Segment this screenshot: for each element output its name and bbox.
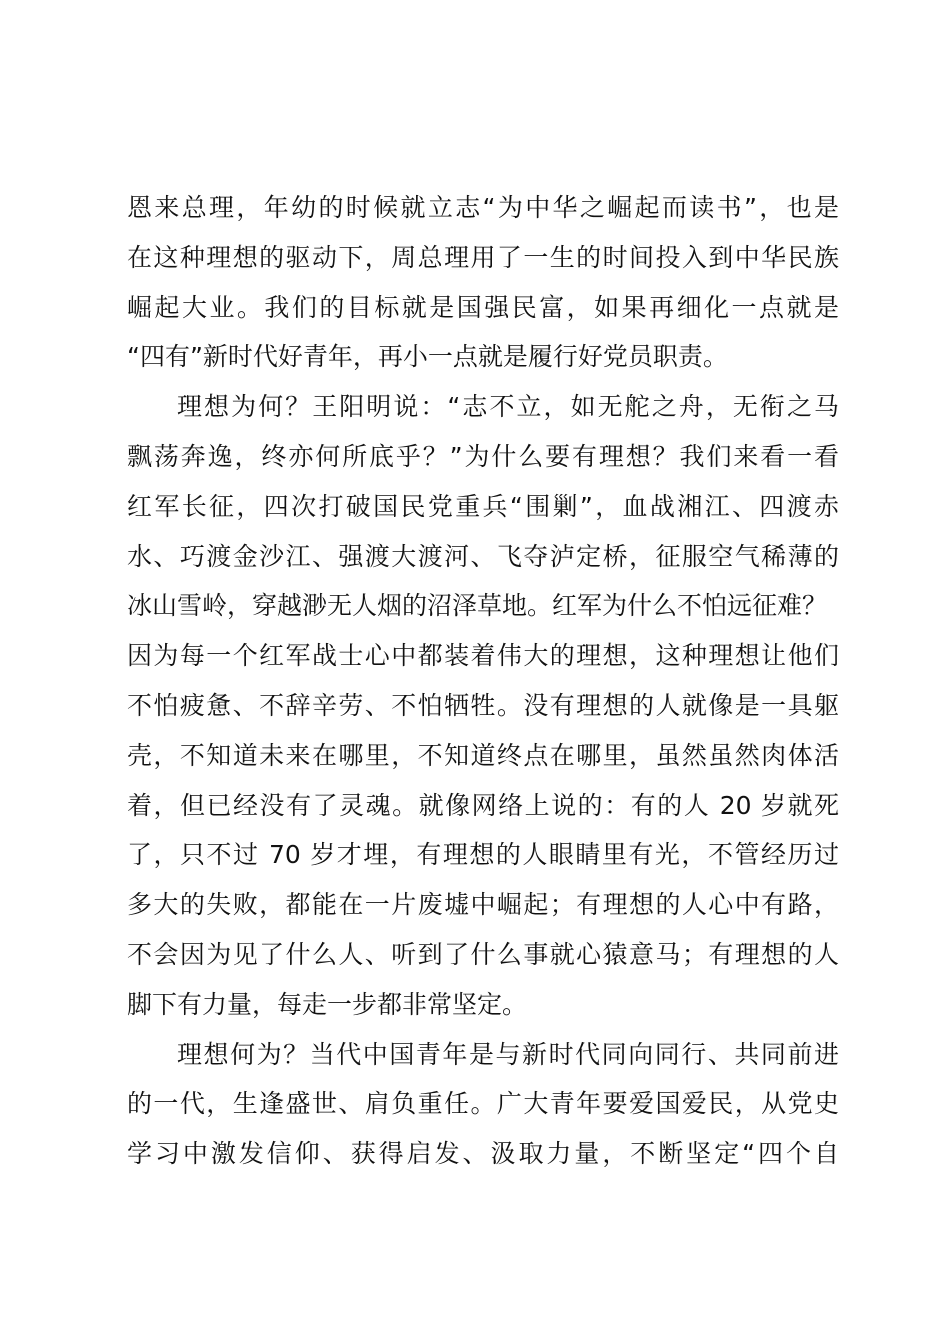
text-line: 不会因为见了什么人、听到了什么事就心猿意马；有理想的人 [127, 939, 839, 969]
document-body [127, 183, 839, 1179]
text-line: 的一代，生逢盛世、肩负重任。广大青年要爱国爱民，从党史 [127, 1089, 839, 1119]
text-line: 冰山雪岭，穿越渺无人烟的沼泽草地。红军为什么不怕远征难？ [127, 591, 828, 621]
text-line: 红军长征，四次打破国民党重兵“围剿”，血战湘江、四渡赤 [127, 491, 839, 521]
text-line: 崛起大业。我们的目标就是国强民富，如果再细化一点就是 [127, 292, 839, 322]
text-line: “四有”新时代好青年，再小一点就是履行好党员职责。 [127, 342, 728, 372]
text-line: 学习中激发信仰、获得启发、汲取力量，不断坚定“四个自 [127, 1139, 839, 1169]
text-line: 了，只不过 70 岁才埋，有理想的人眼睛里有光，不管经历过 [127, 840, 839, 870]
text-line: 水、巧渡金沙江、强渡大渡河、飞夺泸定桥，征服空气稀薄的 [127, 541, 839, 571]
text-line: 脚下有力量，每走一步都非常坚定。 [127, 989, 528, 1019]
text-line: 壳，不知道未来在哪里，不知道终点在哪里，虽然虽然肉体活 [127, 740, 839, 770]
text-line: 恩来总理，年幼的时候就立志“为中华之崛起而读书”，也是 [127, 193, 839, 222]
paragraph-start-line: 理想为何？王阳明说：“志不立，如无舵之舟，无衔之马 [177, 392, 839, 422]
text-line: 飘荡奔逸，终亦何所底乎？”为什么要有理想？我们来看一看 [127, 441, 839, 471]
text-line: 多大的失败，都能在一片废墟中崛起；有理想的人心中有路， [127, 890, 839, 920]
paragraph-start-line: 理想何为？当代中国青年是与新时代同向同行、共同前进 [177, 1039, 839, 1069]
text-line: 因为每一个红军战士心中都装着伟大的理想，这种理想让他们 [127, 641, 839, 671]
text-line: 着，但已经没有了灵魂。就像网络上说的：有的人 20 岁就死 [127, 790, 839, 820]
text-line: 不怕疲惫、不辞辛劳、不怕牺牲。没有理想的人就像是一具躯 [127, 690, 839, 720]
text-line: 在这种理想的驱动下，周总理用了一生的时间投入到中华民族 [127, 242, 839, 272]
